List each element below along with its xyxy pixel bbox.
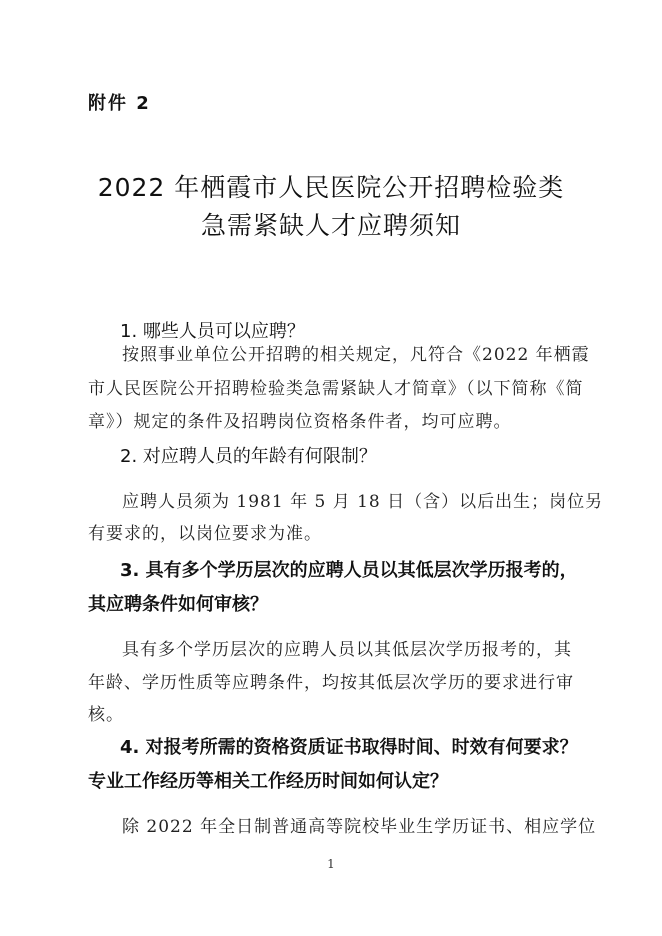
question-3-line-2: 其应聘条件如何审核？ [88, 594, 268, 615]
answer-1-line-1: 按照事业单位公开招聘的相关规定，凡符合《2022 年栖霞 [122, 345, 590, 365]
attachment-label: 附件 2 [88, 93, 151, 114]
question-3-line-1: 3. 具有多个学历层次的应聘人员以其低层次学历报考的， [120, 560, 578, 581]
answer-1-line-3: 章》）规定的条件及招聘岗位资格条件者，均可应聘。 [88, 412, 512, 432]
page-number: 1 [327, 857, 335, 871]
document-title-line-2: 急需紧缺人才应聘须知 [200, 211, 461, 240]
document-title-line-1: 2022 年栖霞市人民医院公开招聘检验类 [97, 173, 565, 202]
question-4-line-2: 专业工作经历等相关工作经历时间如何认定？ [88, 771, 448, 792]
answer-3-line-1: 具有多个学历层次的应聘人员以其低层次学历报考的，其 [122, 640, 572, 660]
answer-2-line-1: 应聘人员须为 1981 年 5 月 18 日（含）以后出生；岗位另 [122, 492, 604, 512]
question-4-line-1: 4. 对报考所需的资格资质证书取得时间、时效有何要求？ [120, 737, 578, 758]
answer-2-line-2: 有要求的，以岗位要求为准。 [88, 524, 322, 544]
answer-3-line-2: 年龄、学历性质等应聘条件，均按其低层次学历的要求进行审 [88, 673, 574, 693]
question-1: 1. 哪些人员可以应聘？ [120, 321, 305, 342]
answer-3-line-3: 核。 [88, 705, 124, 725]
question-2: 2. 对应聘人员的年龄有何限制？ [120, 446, 377, 467]
answer-4-line-1: 除 2022 年全日制普通高等院校毕业生学历证书、相应学位 [122, 817, 597, 837]
answer-1-line-2: 市人民医院公开招聘检验类急需紧缺人才简章》（以下简称《简 [88, 379, 584, 399]
